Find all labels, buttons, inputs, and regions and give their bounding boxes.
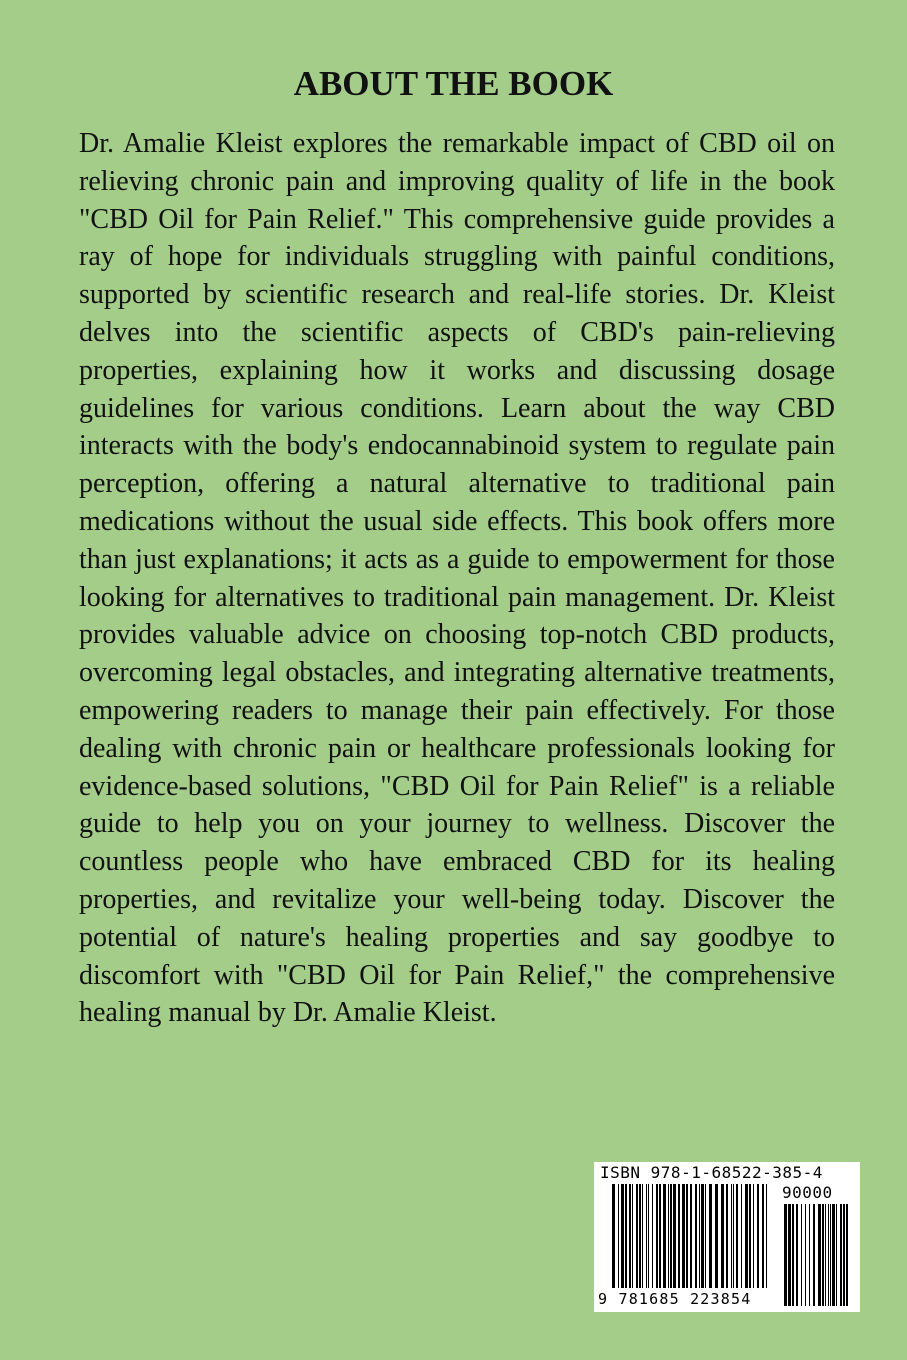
barcode-bar — [726, 1184, 728, 1288]
barcode-bar — [646, 1184, 647, 1288]
barcode-bar — [621, 1184, 624, 1288]
barcode-bar — [673, 1184, 676, 1288]
isbn-barcode — [594, 1162, 860, 1312]
barcode-bar — [701, 1184, 704, 1288]
addon-bar — [792, 1204, 794, 1306]
barcode-bar — [663, 1184, 666, 1288]
barcode-bar — [612, 1184, 615, 1288]
addon-bar — [843, 1204, 845, 1306]
barcode-bar — [652, 1184, 653, 1288]
barcode-bar — [741, 1184, 742, 1288]
addon-bar — [796, 1204, 798, 1306]
addon-bar — [822, 1204, 824, 1306]
barcode-bar — [709, 1184, 712, 1288]
barcode-bar — [733, 1184, 734, 1288]
ean-digits: 9 781685 223854 — [598, 1290, 752, 1308]
barcode-bar — [625, 1184, 627, 1288]
barcode-bar — [648, 1184, 649, 1288]
addon-bar — [825, 1204, 826, 1306]
barcode-bar — [642, 1184, 643, 1288]
barcode-bar — [715, 1184, 718, 1288]
barcode-bar — [766, 1184, 767, 1288]
barcode-bar — [629, 1184, 631, 1288]
addon-bar — [801, 1204, 802, 1306]
barcode-bar — [639, 1184, 641, 1288]
barcode-bar — [757, 1184, 759, 1288]
addon-bar — [832, 1204, 835, 1306]
addon-bar — [809, 1204, 810, 1306]
barcode-bar — [678, 1184, 680, 1288]
addon-bar — [813, 1204, 815, 1306]
barcode-bar — [682, 1184, 685, 1288]
barcode-bar — [656, 1184, 658, 1288]
barcode-bar — [668, 1184, 669, 1288]
barcode-bar — [749, 1184, 751, 1288]
addon-bar — [828, 1204, 829, 1306]
barcode-bar — [670, 1184, 672, 1288]
addon-bar — [805, 1204, 806, 1306]
barcode-bar — [636, 1184, 638, 1288]
barcode-bar — [618, 1184, 619, 1288]
addon-bar — [784, 1204, 787, 1306]
barcode-bar — [753, 1184, 754, 1288]
book-description: Dr. Amalie Kleist explores the remarkable impact of CBD oil on relieving chronic pain and improving quality of life in the book "CBD Oil for Pain Relief." This comprehensive guide provides a ray of hope for individuals struggling with painful conditions, supported by scientific research and real-life stories. Dr. Kleist delves into the scientific aspects of CBD's pain-relieving properties, explaining how it works and discussing dosage guidelines for various conditions. Learn about the way CBD interacts with the body's endocannabinoid system to regulate pain perception, offering a natural alternative to traditional pain medications without the usual side effects. This book offers more than just explanations; it acts as a guide to empowerment for those looking for alternatives to traditional pain management. Dr. Kleist provides valuable advice on choosing top-notch CBD products, overcoming legal obstacles, and integrating alternative treatments, empowering readers to manage their pain effectively. For those dealing with chronic pain or healthcare professionals looking for evidence-based solutions, "CBD Oil for Pain Relief" is a reliable guide to help you on your journey to wellness. Discover the countless people who have embraced CBD for its healing properties, and revitalize your well-being today. Discover the potential of nature's healing properties and say goodbye to discomfort with "CBD Oil for Pain Relief," the comprehensive healing manual by Dr. Amalie Kleist. — [79, 128, 835, 1029]
addon-bar — [830, 1204, 831, 1306]
addon-bar — [818, 1204, 821, 1306]
barcode-bar — [705, 1184, 706, 1288]
barcode-bar — [699, 1184, 700, 1288]
barcode-bar — [632, 1184, 633, 1288]
barcode-bar — [721, 1184, 724, 1288]
addon-bar — [840, 1204, 842, 1306]
barcode-bar — [686, 1184, 688, 1288]
isbn-label: ISBN 978-1-68522-385-4 — [600, 1163, 823, 1182]
barcode-bar — [762, 1184, 764, 1288]
page-heading: ABOUT THE BOOK — [293, 64, 614, 103]
addon-bar — [836, 1204, 837, 1306]
barcode-bar — [659, 1184, 661, 1288]
addon-bar — [846, 1204, 848, 1306]
barcode-bar — [690, 1184, 692, 1288]
price-addon-label: 90000 — [782, 1183, 833, 1202]
barcode-bar — [736, 1184, 738, 1288]
addon-bar — [788, 1204, 791, 1306]
barcode-bar — [695, 1184, 697, 1288]
barcode-bar — [745, 1184, 748, 1288]
barcode-bar — [731, 1184, 732, 1288]
